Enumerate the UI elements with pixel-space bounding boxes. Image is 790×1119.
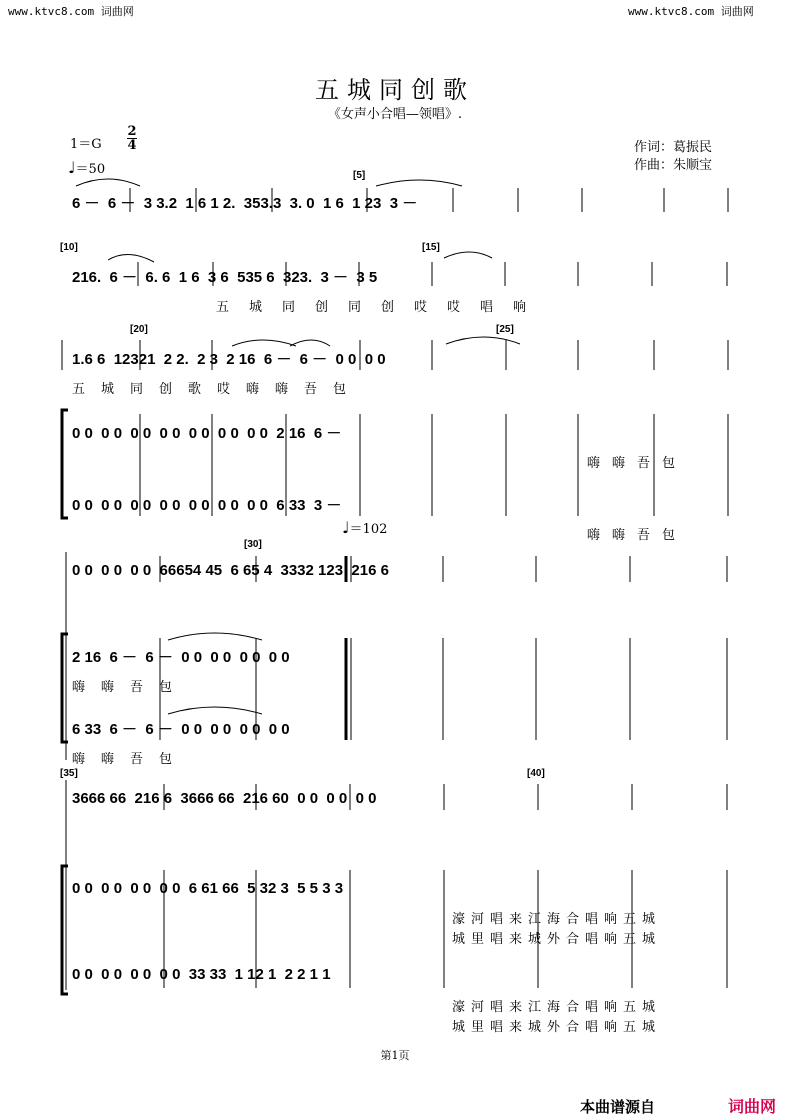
page-number: 第1页 bbox=[380, 1049, 410, 1062]
lyrics-line-2: 五城同创同创哎哎唱响 bbox=[216, 300, 547, 315]
lead-line-4: 0 0 0 0 0 0 66654 45 6 65 4 3332 123 216 6 bbox=[72, 562, 389, 579]
choir1-lyrics-5b: 城里唱来城外合唱响五城 bbox=[452, 932, 662, 947]
choir1-line-5: 0 0 0 0 0 0 0 0 6 61 66 5 32 3 5 5 3 3 bbox=[72, 880, 344, 897]
measure-number: [35] bbox=[60, 768, 78, 779]
tempo-marking: ♩＝50 bbox=[68, 158, 106, 177]
key-signature: 1＝G bbox=[70, 137, 102, 152]
choir2-line-3: 0 0 0 0 0 0 0 0 0 0 0 0 0 0 6 33 3 － bbox=[72, 497, 342, 514]
choir2-lyrics-4: 嗨嗨吾包 bbox=[72, 752, 189, 767]
choir1-line-3: 0 0 0 0 0 0 0 0 0 0 0 0 0 0 2 16 6 － bbox=[72, 425, 342, 442]
choir2-line-5: 0 0 0 0 0 0 0 0 33 33 1 12 1 2 2 1 1 bbox=[72, 966, 331, 983]
choir2-lyrics-3: 嗨嗨吾包 bbox=[587, 528, 688, 543]
measure-number: [30] bbox=[244, 539, 262, 550]
measure-number: [5] bbox=[353, 170, 366, 181]
measure-number: [40] bbox=[527, 768, 545, 779]
time-signature-top: 2 bbox=[127, 124, 137, 139]
tempo-marking-2: ♩＝102 bbox=[342, 518, 388, 537]
watermark-right: www.ktvc8.com 词曲网 bbox=[628, 5, 754, 18]
source-label: 本曲谱源自 bbox=[580, 1099, 656, 1116]
song-subtitle: 《女声小合唱—领唱》. bbox=[327, 107, 463, 122]
time-signature-bottom: 4 bbox=[127, 138, 137, 153]
choir2-lyrics-5b: 城里唱来城外合唱响五城 bbox=[452, 1020, 662, 1035]
quarter-note-icon: ♩ bbox=[342, 518, 350, 537]
lyricist: 作词：葛振民 bbox=[634, 140, 713, 155]
choir1-line-4: 2 16 6 － 6 － 0 0 0 0 0 0 0 0 bbox=[72, 649, 290, 666]
measure-number: [15] bbox=[422, 242, 440, 253]
choir2-lyrics-5a: 濠河唱来江海合唱响五城 bbox=[452, 1000, 662, 1015]
choir1-lyrics-3: 嗨嗨吾包 bbox=[587, 456, 688, 471]
choir1-lyrics-5a: 濠河唱来江海合唱响五城 bbox=[452, 912, 662, 927]
choir2-line-4: 6 33 6 － 6 － 0 0 0 0 0 0 0 0 bbox=[72, 721, 290, 738]
melody-line-1: 6 － 6 － 3 3.2 1 6 1 2. 353.3 3. 0 1 6 1 23 3 － bbox=[72, 195, 418, 212]
site-logo: 词曲网 bbox=[728, 1099, 777, 1116]
lead-line-5: 3666 66 216 6 3666 66 216 60 0 0 0 0 0 0 bbox=[72, 790, 377, 807]
lead-lyrics-3: 五城同创歌哎嗨嗨吾包 bbox=[72, 382, 363, 397]
measure-number: [20] bbox=[130, 324, 148, 335]
melody-line-2: 216. 6 － 6. 6 1 6 3 6 535 6 323. 3 － 3 5 bbox=[72, 269, 378, 286]
measure-number: [10] bbox=[60, 242, 78, 253]
watermark-left: www.ktvc8.com 词曲网 bbox=[8, 5, 134, 18]
composer: 作曲：朱顺宝 bbox=[634, 158, 713, 173]
quarter-note-icon: ♩ bbox=[68, 158, 76, 177]
choir1-lyrics-4: 嗨嗨吾包 bbox=[72, 680, 189, 695]
measure-number: [25] bbox=[496, 324, 514, 335]
lead-line-3: 1.6 6 12321 2 2. 2 3 2 16 6 － 6 － 0 0 0 0 bbox=[72, 351, 386, 368]
song-title: 五城同创歌 bbox=[315, 76, 475, 104]
